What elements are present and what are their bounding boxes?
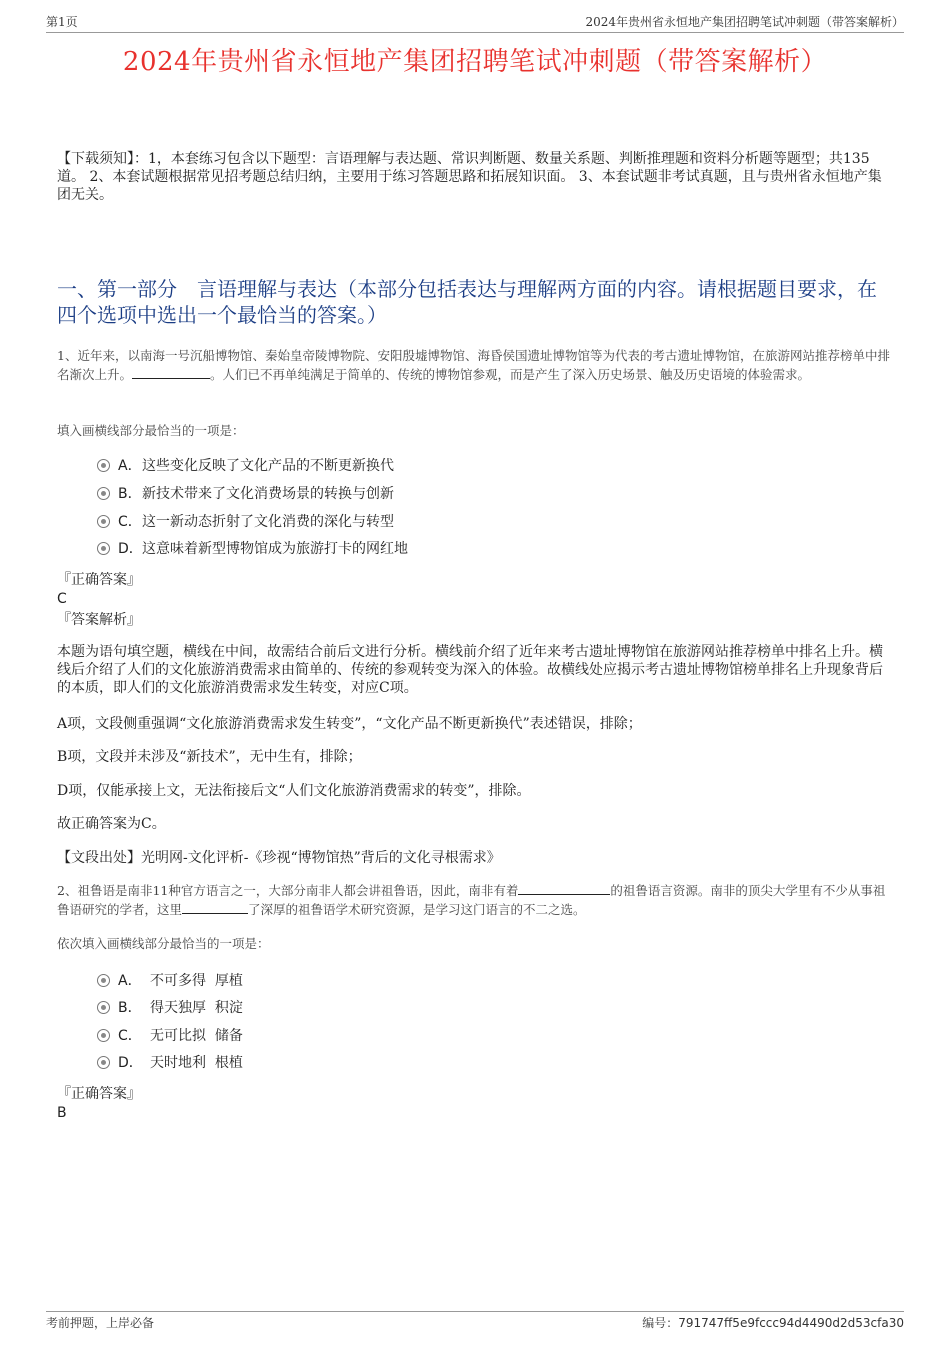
option-text: 这意味着新型博物馆成为旅游打卡的网红地: [142, 541, 408, 557]
correct-answer-value: B: [57, 1105, 67, 1121]
radio-button[interactable]: [97, 515, 110, 528]
question-2-segment: 了深厚的祖鲁语学术研究资源，是学习这门语言的不二之选。: [248, 902, 586, 917]
analysis-conclusion: 故正确答案为C。: [57, 816, 166, 832]
question-2-text: [57, 881, 893, 919]
question-1-option-d[interactable]: [97, 539, 408, 559]
page-number: 第1页: [46, 15, 78, 29]
option-text: 新技术带来了文化消费场景的转换与创新: [142, 486, 394, 502]
footer-slogan: 考前押题，上岸必备: [46, 1316, 155, 1330]
option-a-analysis: A项，文段侧重强调“文化旅游消费需求发生转变”，“文化产品不断更新换代”表述错误，排除；: [57, 716, 642, 732]
question-1-text: [57, 346, 893, 384]
answer-analysis-text: 本题为语句填空题，横线在中间，故需结合前后文进行分析。横线前介绍了近年来考古遗址博物馆在旅游网站推荐榜单中排名上升。横线后介绍了人们的文化旅游消费需求由简单的、传统的参观转变为深入的体验。故横线处应揭示考古遗址博物馆榜单排名上升现象背后的本质，即人们的文化旅游消费需求发生转变，对应C项。: [57, 644, 883, 696]
passage-source: 【文段出处】光明网-文化评析-《珍视“博物馆热”背后的文化寻根需求》: [57, 850, 501, 866]
question-1-option-b[interactable]: [97, 484, 394, 504]
option-letter: C．: [118, 514, 142, 530]
page-header: [46, 14, 904, 33]
question-1-option-a[interactable]: [97, 456, 394, 476]
option-text: 天时地利 根植: [150, 1055, 243, 1071]
option-letter: D．: [118, 1055, 143, 1071]
correct-answer-label: 『正确答案』: [57, 572, 141, 588]
option-text: 得天独厚 积淀: [150, 1000, 243, 1016]
answer-blank: [182, 901, 248, 914]
option-letter: A．: [118, 973, 142, 989]
answer-blank: [132, 366, 210, 379]
question-2-option-a[interactable]: [97, 971, 243, 991]
header-doc-title: 2024年贵州省永恒地产集团招聘笔试冲刺题（带答案解析）: [585, 15, 904, 29]
option-letter: B．: [118, 486, 142, 502]
question-1-prompt: 填入画横线部分最恰当的一项是：: [57, 423, 245, 438]
section-heading: 一、第一部分 言语理解与表达（本部分包括表达与理解两方面的内容。请根据题目要求，在四个选项中选出一个最恰当的答案。）: [57, 277, 877, 327]
question-1-text-before: 1、近年来，以南海一号沉船博物馆、秦始皇帝陵博物院、安阳殷墟博物馆、海昏侯国遗址博物馆等为代表的考古遗址博物馆，在旅游网站推荐榜单中排名渐次上升。: [57, 348, 890, 382]
question-2-option-d[interactable]: [97, 1053, 243, 1073]
option-letter: C．: [118, 1028, 142, 1044]
radio-button[interactable]: [97, 487, 110, 500]
question-2-segment: 2、祖鲁语是南非11种官方语言之一，大部分南非人都会讲祖鲁语，因此，南非有着: [57, 883, 519, 898]
option-text: 不可多得 厚植: [150, 973, 243, 989]
option-letter: D．: [118, 541, 143, 557]
question-1-text-after: 。人们已不再单纯满足于简单的、传统的博物馆参观，而是产生了深入历史场景、触及历史语境的体验需求。: [210, 367, 811, 382]
footer-doc-id: 编号：791747ff5e9fccc94d4490d2d53cfa30: [642, 1316, 904, 1330]
question-2-segment: 的祖鲁语言资源。南非的顶尖大学里有不少从事祖鲁语研究的学者，这里: [57, 883, 886, 917]
option-letter: A．: [118, 458, 142, 474]
option-text: 无可比拟 储备: [150, 1028, 243, 1044]
question-1-option-c[interactable]: [97, 512, 394, 532]
radio-button[interactable]: [97, 974, 110, 987]
option-d-analysis: D项，仅能承接上文，无法衔接后文“人们文化旅游消费需求的转变”，排除。: [57, 783, 531, 799]
question-2-prompt: 依次填入画横线部分最恰当的一项是：: [57, 936, 270, 951]
option-text: 这一新动态折射了文化消费的深化与转型: [142, 514, 394, 530]
radio-button[interactable]: [97, 459, 110, 472]
page-footer: [46, 1311, 904, 1332]
correct-answer-value: C: [57, 591, 67, 607]
option-letter: B．: [118, 1000, 142, 1016]
answer-blank: [518, 882, 610, 895]
question-2-option-c[interactable]: [97, 1026, 243, 1046]
question-2-option-b[interactable]: [97, 998, 243, 1018]
radio-button[interactable]: [97, 542, 110, 555]
answer-analysis-label: 『答案解析』: [57, 612, 141, 628]
radio-button[interactable]: [97, 1029, 110, 1042]
download-notice: 【下载须知】：1，本套练习包含以下题型：言语理解与表达题、常识判断题、数量关系题、判断推理题和资料分析题等题型；共135道。 2、本套试题根据常见招考题总结归纳，主要用于练习答题思路和拓展知识面。 3、本套试题非考试真题，且与贵州省永恒地产集团无关。: [57, 151, 882, 203]
document-title: 2024年贵州省永恒地产集团招聘笔试冲刺题（带答案解析）: [122, 47, 828, 77]
option-b-analysis: B项，文段并未涉及“新技术”，无中生有，排除；: [57, 749, 362, 765]
correct-answer-label: 『正确答案』: [57, 1086, 141, 1102]
option-text: 这些变化反映了文化产品的不断更新换代: [142, 458, 394, 474]
radio-button[interactable]: [97, 1056, 110, 1069]
radio-button[interactable]: [97, 1001, 110, 1014]
